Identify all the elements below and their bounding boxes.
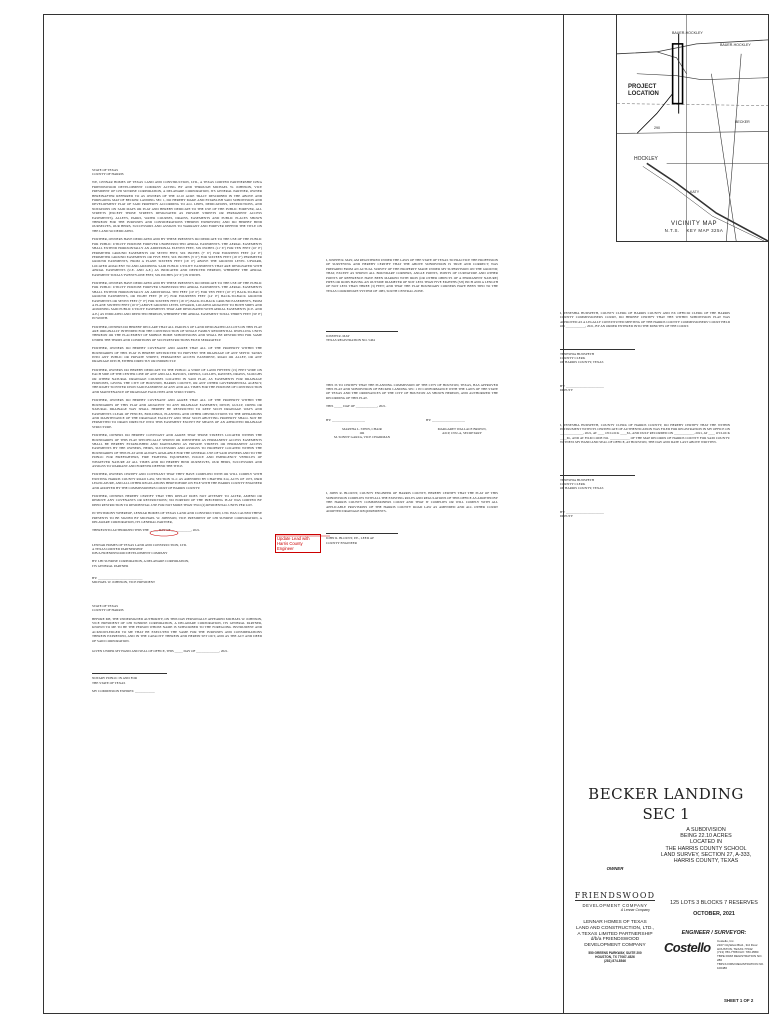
access-easement-paragraph: FURTHER, OWNERS DO HEREBY COVENANT AND AGREE THAT THOSE STREETS LOCATED WITHIN THE BOUNDARIES OF THIS PLAT SPECIFICALLY SHOWN OR IDENTIFIED AS PERMANENT ACCESS EASEMENTS SHALL BE HEREBY ESTABLISHED AND MAINTAINED AS PRIVATE STREETS OR PERMANENT ACCESS EASEMENTS BY THE OWNERS, HEIRS, SUCCESSORS AND ASSIGNS TO PROPERTY LOCATED WITHIN THE BOUNDARIES OF THIS PLAT AND ALWAYS AVAILABLE FOR THE GENERAL USE OF SAID OWNERS AND TO THE PUBLIC FOR FIREFIGHTERS, FIRE FIGHTING EQUIPMENT, POLICE AND EMERGENCY VEHICLES OF WHATEVER NATURE AT ALL TIMES AND DO HEREBY BIND OURSELVES, OUR HEIRS, SUCCESSORS AND ASSIGNS TO WARRANT AND FOREVER DEFEND THE TITLE. [92, 433, 262, 468]
chair-signature [326, 418, 398, 439]
friendswood-logo: FRIENDSWOOD [574, 891, 656, 900]
clerk-signature-block-2: TENESHIA HUDSPETH COUNTY CLERK OF HARRIS COUNTY, TEXAS [560, 477, 604, 491]
drainage-easement-paragraph: FURTHER, OWNERS DO HEREBY COVENANT AND AGREE THAT ALL OF THE PROPERTY WITHIN THE BOUNDARIES OF THIS PLAT AND ADJACENT TO ANY DRAINAGE EASEMENT, DITCH, GULLY, CREEK OR NATURAL DRAINAGE WAY SHALL HEREBY BE RESTRICTED TO KEEP SUCH DRAINAGE WAYS AND EASEMENTS CLEAR OF FENCES, BUILDINGS, PLANTING AND OTHER OBSTRUCTIONS TO THE OPERATIONS AND MAINTENANCE OF THE DRAINAGE FACILITY AND THAT SUCH ABUTTING PROPERTY SHALL NOT BE PERMITTED TO DRAIN DIRECTLY INTO THIS EASEMENT EXCEPT BY MEANS OF AN APPROVED DRAINAGE STRUCTURE. [92, 398, 262, 429]
surveyor-signature-rule [326, 331, 398, 332]
subdivision-description: A SUBDIVISION BEING 22.10 ACRES LOCATED IN THE HARRIS COUNTY SCHOOL LAND SURVEY, SECTION 27, A-333, HARRIS COUNTY, TEXAS [660, 827, 752, 865]
costello-logo: Costello [664, 940, 711, 955]
section-number: SEC 1 [642, 805, 690, 823]
state-county-heading: STATE OF TEXAS COUNTY OF HARRIS [92, 168, 124, 177]
lots-blocks-reserves: 125 LOTS 3 BLOCKS 7 RESERVES [670, 900, 758, 906]
development-company-logo-text: DEVELOPMENT COMPANY [582, 903, 648, 908]
title-block [563, 785, 769, 864]
acknowledgment-paragraph: BEFORE ME, THE UNDERSIGNED AUTHORITY, ON THIS DAY PERSONALLY APPEARED MICHAEL W. JOHNSON, VICE PRESIDENT OF LHI SUNRISE CORPORATION, A DELAWARE CORPORATION, ITS GENERAL PARTNER, KNOWN TO ME TO BE THE PERSON WHOSE NAME IS SUBSCRIBED TO THE FOREGOING INSTRUMENT AND ACKNOWLEDGED TO ME THAT HE EXECUTED THE SAME FOR THE PURPOSES AND CONSIDERATIONS THEREIN EXPRESSED, AND IN THE CAPACITY THEREIN AND HEREIN SET OUT, AND AS THE ACT AND DEED OF SAID CORPORATION. [92, 616, 262, 643]
notary-signature-rule [92, 673, 167, 674]
plat-date: OCTOBER, 2021 [693, 911, 735, 917]
map-label-becker: BECKER [735, 120, 750, 124]
lot-use-paragraph: FURTHER, OWNERS DO HEREBY DECLARE THAT ALL PARCELS OF LAND DESIGNATED AS LOTS ON THIS PLAT ARE ORIGINALLY INTENDED FOR THE CONSTRUCTION OF SINGLE FAMILY RESIDENTIAL DWELLING UNITS THEREON OR THE PLACEMENT OF MOBILE HOME SUBDIVISIONS AND SHALL BE RESTRICTED FOR SAME UNDER THE TERMS AND CONDITIONS OF SUCH RESTRICTIONS FILED SEPARATELY. [92, 324, 262, 342]
commissioners-court-certificate: I, TENESHIA HUDSPETH, COUNTY CLERK OF HARRIS COUNTY AND EX OFFICIO CLERK OF THE HARRIS COUNTY COMMISSIONERS COURT, DO HEREBY CERTIFY THAT THE WITHIN SUBDIVISION PLAT WAS APPROVED AS A LEGALLY CONSTITUTED MEETING OF THE HARRIS COUNTY COMMISSIONERS' COURT HELD ON ____________, 2021, BY AN ORDER ENTERED INTO THE MINUTES OF THE COURT. [560, 311, 730, 329]
vicinity-map-caption [660, 221, 728, 234]
surveyor-certificate: I, JOSEPH R. MAY, AM REGISTERED UNDER THE LAWS OF THE STATE OF TEXAS TO PRACTICE THE PROFESSION OF SURVEYING AND HEREBY CERTIFY THAT THE ABOVE SUBDIVISION IS TRUE AND CORRECT; WAS PREPARED FROM AN ACTUAL SURVEY OF THE PROPERTY MADE UNDER MY SUPERVISION ON THE GROUND; THAT, EXCEPT AS SHOWN ALL BOUNDARY CORNERS, ANGLE POINTS, POINTS OF CURVATURE AND OTHER POINTS OF REFERENCE HAVE BEEN MARKED WITH IRON (OR OTHER OBJECTS OF A PERMANENT NATURE) PIPES OR RODS HAVING AN OUTSIDE DIAMETER OF NOT LESS THAN FIVE EIGHTHS (5/8) INCH AND A LENGTH OF NOT LESS THAN THREE (3) FEET; AND THAT THE PLAT BOUNDARY CORNERS HAVE BEEN TIED TO THE TEXAS COORDINATE SYSTEM OF 1983, SOUTH CENTRAL ZONE. [326, 258, 498, 293]
dedication-paragraph: WE, LENNAR HOMES OF TEXAS LAND AND CONSTRUCTION, LTD., A TEXAS LIMITED PARTNERSHIP D/B/A FRIENDSWOOD DEVELOPMENT COMPANY ACTING BY AND THROUGH MICHAEL W. JOHNSON, VICE PRESIDENT OF LHI SUNRISE CORPORATION, A DELAWARE CORPORATION, ITS GENERAL PARTNER, OWNER HEREINAFTER REFERRED TO AS OWNERS OF THE 22.10 ACRE TRACT DESCRIBED IN THE ABOVE AND FOREGOING MAP OF BECKER LANDING SEC 1, DO HEREBY MAKE AND ESTABLISH SAID SUBDIVISION AND DEVELOPMENT PLAT OF SAID PROPERTY ACCORDING TO ALL LINES, DEDICATIONS, RESTRICTIONS, AND NOTATIONS ON SAID MAPS OR PLAT AND HEREBY DEDICATE TO THE USE OF THE PUBLIC FOREVER, ALL STREETS (EXCEPT THOSE STREETS DESIGNATED AS PRIVATE STREETS OR PERMANENT ACCESS EASEMENTS), ALLEYS, PARKS, WATER COURSES, DRAINS, EASEMENTS AND PUBLIC PLACES SHOWN THEREON FOR THE PURPOSES AND CONSIDERATIONS THEREIN EXPRESSED; AND DO HEREBY BIND OURSELVES, OUR HEIRS, SUCCESSORS AND ASSIGNS TO WARRANT AND FOREVER DEFEND THE TITLE ON THE LAND SO DEDICATED. [92, 180, 262, 233]
subdivision-name: BECKER LANDING [588, 785, 744, 803]
aerial-easement-paragraph-2: FURTHER, OWNERS HAVE DEDICATED AND BY THESE PRESENTS DO DEDICATE TO THE USE OF THE PUBLIC FOR PUBLIC UTILITY PURPOSE FOREVER UNOBSTRUCTED AERIAL EASEMENTS. THE AERIAL EASEMENTS SHALL EXTEND HORIZONTALLY AN ADDITIONAL TEN FEET (10' 0") FOR TEN FEET (10' 0") BACK-TO-BACK GROUND EASEMENTS, OR EIGHT FEET (8' 0") FOR FOURTEEN FEET (14' 0") BACK-TO-BACK GROUND EASEMENTS OR SEVEN FEET (7' 0") FOR SIXTEEN FEET (16' 0") BACK-TO-BACK GROUND EASEMENTS, FROM A PLANE SIXTEEN FEET (16' 0") ABOVE GROUND LEVEL UPWARD, LOCATED ADJACENT TO BOTH SIDES AND ADJOINING SAID PUBLIC UTILITY EASEMENTS THAT ARE DESIGNATED WITH AERIAL EASEMENTS (U.E. AND A.E.) AS INDICATED AND DEPICTED HEREON, WHEREBY THE AERIAL EASEMENT TOTAL THIRTY FEET (30' 0") IN WIDTH. [92, 280, 262, 321]
drainage-strip-paragraph: FURTHER, OWNERS DO HEREBY DEDICATE TO THE PUBLIC A STRIP OF LAND FIFTEEN (15) FEET WIDE ON EACH SIDE OF THE CENTER LINE OF ANY AND ALL BAYOUS, CREEKS, GULLIES, RAVINES, DRAWS, SLOUGHS OR OTHER NATURAL DRAINAGE COURSES LOCATED IN SAID PLAT, AS EASEMENTS FOR DRAINAGE PURPOSES, GIVING THE CITY OF HOUSTON, HARRIS COUNTY, OR ANY OTHER GOVERNMENTAL AGENCY, THE RIGHT TO ENTER UPON SAID EASEMENT AT ANY AND ALL TIMES FOR THE PURPOSE OF CONSTRUCTION AND MAINTENANCE OF DRAINAGE FACILITIES AND STRUCTURES. [92, 367, 262, 394]
map-label-road-2: BAUER-HOCKLEY [720, 43, 751, 47]
notary-state-heading: STATE OF TEXAS COUNTY OF HARRIS [92, 604, 124, 613]
notary-block: NOTARY PUBLIC IN AND FOR THE STATE OF TEXAS MY COMMISSION EXPIRES: ____________ [92, 676, 155, 693]
secretary-signature [426, 418, 498, 439]
map-label-town: HOCKLEY [634, 156, 658, 162]
county-engineer-signature-rule [326, 533, 398, 534]
secretary-by-line: BY: ____________________ [426, 418, 465, 423]
septic-paragraph: FURTHER, OWNERS DO HEREBY COVENANT AND AGREE THAT ALL OF THE PROPERTY WITHIN THE BOUNDARIES OF THIS PLAT IS HEREBY RESTRICTED TO PREVENT THE DRAINAGE OF ANY SEPTIC TANKS INTO ANY PUBLIC OR PRIVATE STREET, PERMANENT ACCESS EASEMENT, ROAD OR ALLEY, OR ANY DRAINAGE DITCH, EITHER DIRECTLY OR INDIRECTLY. [92, 346, 262, 364]
county-engineer-signature-block: JOHN R. BLOUNT, P.E., LEED AP COUNTY ENGINEER [326, 536, 374, 545]
chair-name: MARTHA L. STEIN, CHAIR OR M. SONNY GARZA, VICE CHAIRMAN [333, 426, 391, 440]
surveyor-signature-block: JOSEPH R. MAY TEXAS REGISTRATION NO. 5464 [326, 334, 375, 343]
road-law-paragraph: FURTHER, OWNERS CERTIFY AND COVENANT THAT THEY HAVE COMPLIED WITH OR WILL COMPLY WITH EXISTING HARRIS COUNTY ROAD LAW, SECTION 31-C AS AMENDED BY CHAPTER 614, ACTS OF 1973, 63RD LEGISLATURE, AND ALL OTHER REGULATIONS HERETOFORE ON FILE WITH THE HARRIS COUNTY ENGINEER AND ADOPTED BY THE COMMISSIONERS COURT OF HARRIS COUNTY. [92, 472, 262, 490]
deputy-signature-line-1: BY: _______________________ DEPUTY [560, 384, 604, 393]
aerial-easement-paragraph-1: FURTHER, OWNERS HAVE DEDICATED AND BY THESE PRESENTS DO DEDICATE TO THE USE OF THE PUBLIC FOR PUBLIC UTILITY PURPOSE FOREVER UNOBSTRUCTED AERIAL EASEMENTS. THE AERIAL EASEMENTS SHALL EXTEND HORIZONTALLY AN ADDITIONAL ELEVEN FEET, SIX INCHES (11' 6") FOR TEN FEET (10' 0") PERIMETER GROUND EASEMENTS OR SEVEN FEET, SIX INCHES (7' 6") FOR FOURTEEN FEET (14' 0") PERIMETER GROUND EASEMENTS OR FIVE FEET, SIX INCHES (5' 6") FOR SIXTEEN FEET (16' 0") PERIMETER GROUND EASEMENTS, FROM A PLANE SIXTEEN FEET (16' 0") ABOVE THE GROUND LEVEL UPWARD, LOCATED ADJACENT TO AND ADJOINING SAID PUBLIC UTILITY EASEMENTS THAT ARE DESIGNATED WITH AERIAL EASEMENTS (U.E. AND A.E.) AS INDICATED AND DEPICTED HEREON, WHEREBY THE AERIAL EASEMENT TOTALS TWENTY-ONE FEET, SIX INCHES (21' 6") IN WIDTH. [92, 237, 262, 277]
replat-paragraph: FURTHER, OWNERS HEREBY CERTIFY THAT THIS REPLAT DOES NOT ATTEMPT TO ALTER, AMEND OR REMOVE ANY COVENANTS OR RESTRICTIONS; NO PORTION OF THE PRECEDING PLAT WAS LIMITED BY DEED RESTRICTION TO RESIDENTIAL USE FOR NOT MORE THAN TWO (2) RESIDENTIAL UNITS PER LOT. [92, 494, 262, 507]
planning-date-line: THIS _____ DAY OF _____________, 2021. [326, 404, 387, 409]
deputy-signature-line-2: BY: _______________________ DEPUTY [560, 510, 604, 519]
review-comment-leader [150, 526, 330, 540]
county-clerk-column [560, 311, 730, 519]
owner-address: 550 GREENS PARKWAY, SUITE 200 HOUSTON, TX 77067-4526 (281) 874-8546 [588, 950, 642, 963]
clerk-signature-rule-1 [560, 349, 635, 350]
map-label-highway: 290 [654, 126, 660, 130]
chair-by-line: BY: ____________________ [326, 418, 365, 423]
project-location-label: PROJECT LOCATION [628, 84, 659, 97]
sheet-number: SHEET 1 OF 2 [724, 998, 754, 1003]
dedication-column [92, 168, 262, 693]
county-engineer-certificate: I, JOHN R. BLOUNT, COUNTY ENGINEER OF HARRIS COUNTY, HEREBY CERTIFY THAT THE PLAT OF THIS SUBDIVISION COMPLIES WITH ALL THE EXISTING RULES AND REGULATIONS OF THIS OFFICE AS ADOPTED BY THE HARRIS COUNTY COMMISSIONERS COURT AND THAT IT COMPLIES OR WILL COMPLY WITH ALL APPLICABLE PROVISIONS OF THE HARRIS COUNTY ROAD LAW AS AMENDED AND ALL OTHER COURT ADOPTED DRAINAGE REQUIREMENTS. [326, 491, 498, 513]
map-label-katy: KATY [690, 190, 700, 194]
owner-company-block: LENNAR HOMES OF TEXAS LAND AND CONSTRUCTION, LTD. A TEXAS LIMITED PARTNERSHIP D/B/A FRIENDSWOOD DEVELOPMENT COMPANY BY: LHI SUNRISE CORPORATION, A DELAWARE CORPORATION, ITS GENERAL PARTNER [92, 542, 190, 568]
clerk-signature-rule-2 [560, 475, 635, 476]
vicinity-map-subtitle: N.T.S. KEY MAP 325A [664, 227, 724, 233]
vicinity-map-title: VICINITY MAP [671, 221, 717, 227]
owner-name: LENNAR HOMES OF TEXAS LAND AND CONSTRUCTION, LTD., A TEXAS LIMITED PARTNERSHIP d/b/a FRIENDSWOOD DEVELOPMENT COMPANY [575, 920, 654, 949]
owner-block [570, 866, 660, 963]
lennar-tagline: A Lennar Company [620, 908, 650, 912]
authorized-date-line: THEREUNTO AUTHORIZED THIS THE _____ DAY OF ____________, 2021. [92, 528, 201, 533]
vicinity-map-drawing [617, 14, 768, 241]
notary-date-line: GIVEN UNDER MY HAND AND SEAL OF OFFICE, THIS _____ DAY OF ______________, 2021. [92, 649, 229, 654]
planning-signatures [326, 418, 498, 439]
secretary-name: MARGARET WALLACE BROWN, AICP, CNU-A, SECRETARY [437, 426, 487, 435]
owner-signature-line: BY: ___________________________ MICHAEL W. JOHNSON, VICE PRESIDENT [92, 575, 156, 585]
filing-certificate: I, TENESHIA HUDSPETH, COUNTY CLERK OF HARRIS COUNTY, DO HEREBY CERTIFY THAT THE WITHIN INSTRUMENT WITH ITS CERTIFICATE OF AUTHENTICATION WAS FILED FOR REGISTRATION IN MY OFFICE ON ______________, 2021, AT ____ O'CLOCK ____M., AND DULY RECORDED ON ____________, 2021, AT ____ O'CLOCK ____M., AND AT FILM CODE NO. ____________ OF THE MAP RECORDS OF HARRIS COUNTY FOR SAID COUNTY. WITNESS MY HAND AND SEAL OF OFFICE, AT HOUSTON, THE DAY AND DATE LAST ABOVE WRITTEN. [560, 422, 730, 445]
clerk-signature-block-1: TENESHIA HUDSPETH COUNTY CLERK OF HARRIS COUNTY, TEXAS [560, 351, 604, 365]
engineer-label: ENGINEER / SURVEYOR: [681, 930, 747, 936]
certification-column [326, 258, 498, 545]
testimony-paragraph: IN TESTIMONY WHEREOF, LENNAR HOMES OF TEXAS LAND AND CONSTRUCTION, LTD. HAS CAUSED THESE PRESENTS TO BE SIGNED BY MICHAEL W. JOHNSON, VICE PRESIDENT OF LHI SUNRISE CORPORATION, A DELAWARE CORPORATION, ITS GENERAL PARTNER, [92, 511, 262, 525]
map-label-road-1: BAUER-HOCKLEY [672, 31, 703, 35]
costello-contact-info: Costello, Inc. 2107 CityWest Blvd., 3rd Floor HOUSTON, TEXAS 77042 (713) 783-7788 FAX: 783-3580 TBPE FIRM REGISTRATION NO. 280 TBPLS FIRM REGISTRATION NO. 100486 [717, 939, 764, 970]
vicinity-map [616, 14, 768, 242]
review-comment-callout[interactable]: Update Lead with Harris County Engineer [275, 534, 321, 553]
owner-label: OWNER [606, 866, 624, 871]
planning-commission-certificate: THIS IS TO CERTIFY THAT THE PLANNING COMMISSION OF THE CITY OF HOUSTON, TEXAS, HAS APPROVED THIS PLAT AND SUBDIVISION OF BECKER LANDING SEC 1 IN CONFORMANCE WITH THE LAWS OF THE STATE OF TEXAS AND THE ORDINANCES OF THE CITY OF HOUSTON AS SHOWN HEREON, AND AUTHORIZED THE RECORDING OF THIS PLAT. [326, 382, 498, 400]
